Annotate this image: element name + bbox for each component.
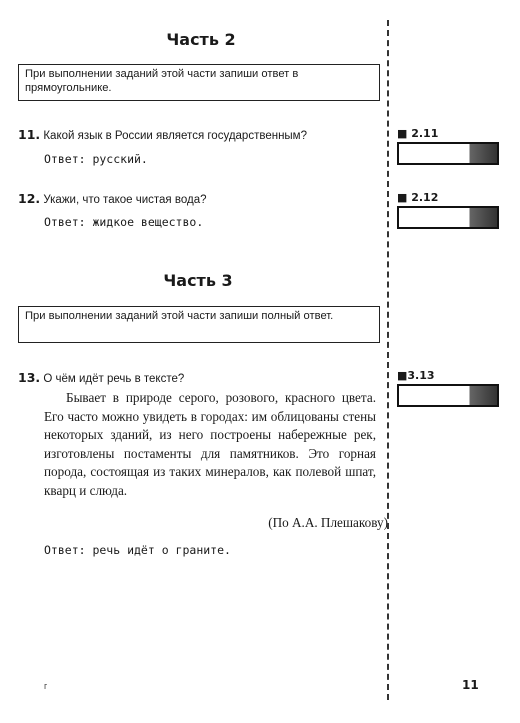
passage-attribution: (По А.А. Плешакову) (268, 515, 388, 530)
question-11-number: 11. (18, 127, 41, 142)
page-mark: г (44, 681, 48, 691)
margin-divider (387, 20, 389, 700)
question-12-answer: Ответ: жидкое вещество. (44, 215, 204, 229)
question-13-passage (44, 389, 376, 501)
answer-code-box-2-12[interactable] (397, 206, 499, 229)
question-13 (18, 370, 184, 385)
question-11-text: Какой язык в России является государственным? (43, 130, 307, 142)
answer-code-box-2-11[interactable] (397, 142, 499, 165)
question-12 (18, 191, 206, 206)
question-11 (18, 127, 307, 142)
question-11-answer: Ответ: русский. (44, 152, 148, 166)
page-number: 11 (462, 678, 479, 692)
code-label-3-13: ■3.13 (397, 369, 435, 382)
question-13-number: 13. (18, 370, 41, 385)
part-3-instruction-box: При выполнении заданий этой части запиши полный ответ. (18, 306, 380, 343)
part-2-title: Часть 2 (166, 30, 236, 49)
code-label-2-12: ■ 2.12 (397, 191, 439, 204)
question-12-text: Укажи, что такое чистая вода? (43, 194, 207, 206)
question-13-answer: Ответ: речь идёт о граните. (44, 543, 231, 557)
part-3-title: Часть 3 (163, 271, 233, 290)
passage-text: Бывает в природе серого, розового, красного цвета. Его часто можно увидеть в городах: им облицованы стены некоторых зданий, из него построены набережные рек, изготовлены постаменты для памятников. Это горная порода, состоящая из таких минералов, как полевой шпат, кварц и слюда. (44, 390, 376, 498)
code-label-2-11: ■ 2.11 (397, 127, 439, 140)
question-12-number: 12. (18, 191, 41, 206)
part-2-instruction-box: При выполнении заданий этой части запиши ответ в прямоугольнике. (18, 64, 380, 101)
answer-code-box-3-13[interactable] (397, 384, 499, 407)
question-13-text: О чём идёт речь в тексте? (43, 373, 185, 385)
